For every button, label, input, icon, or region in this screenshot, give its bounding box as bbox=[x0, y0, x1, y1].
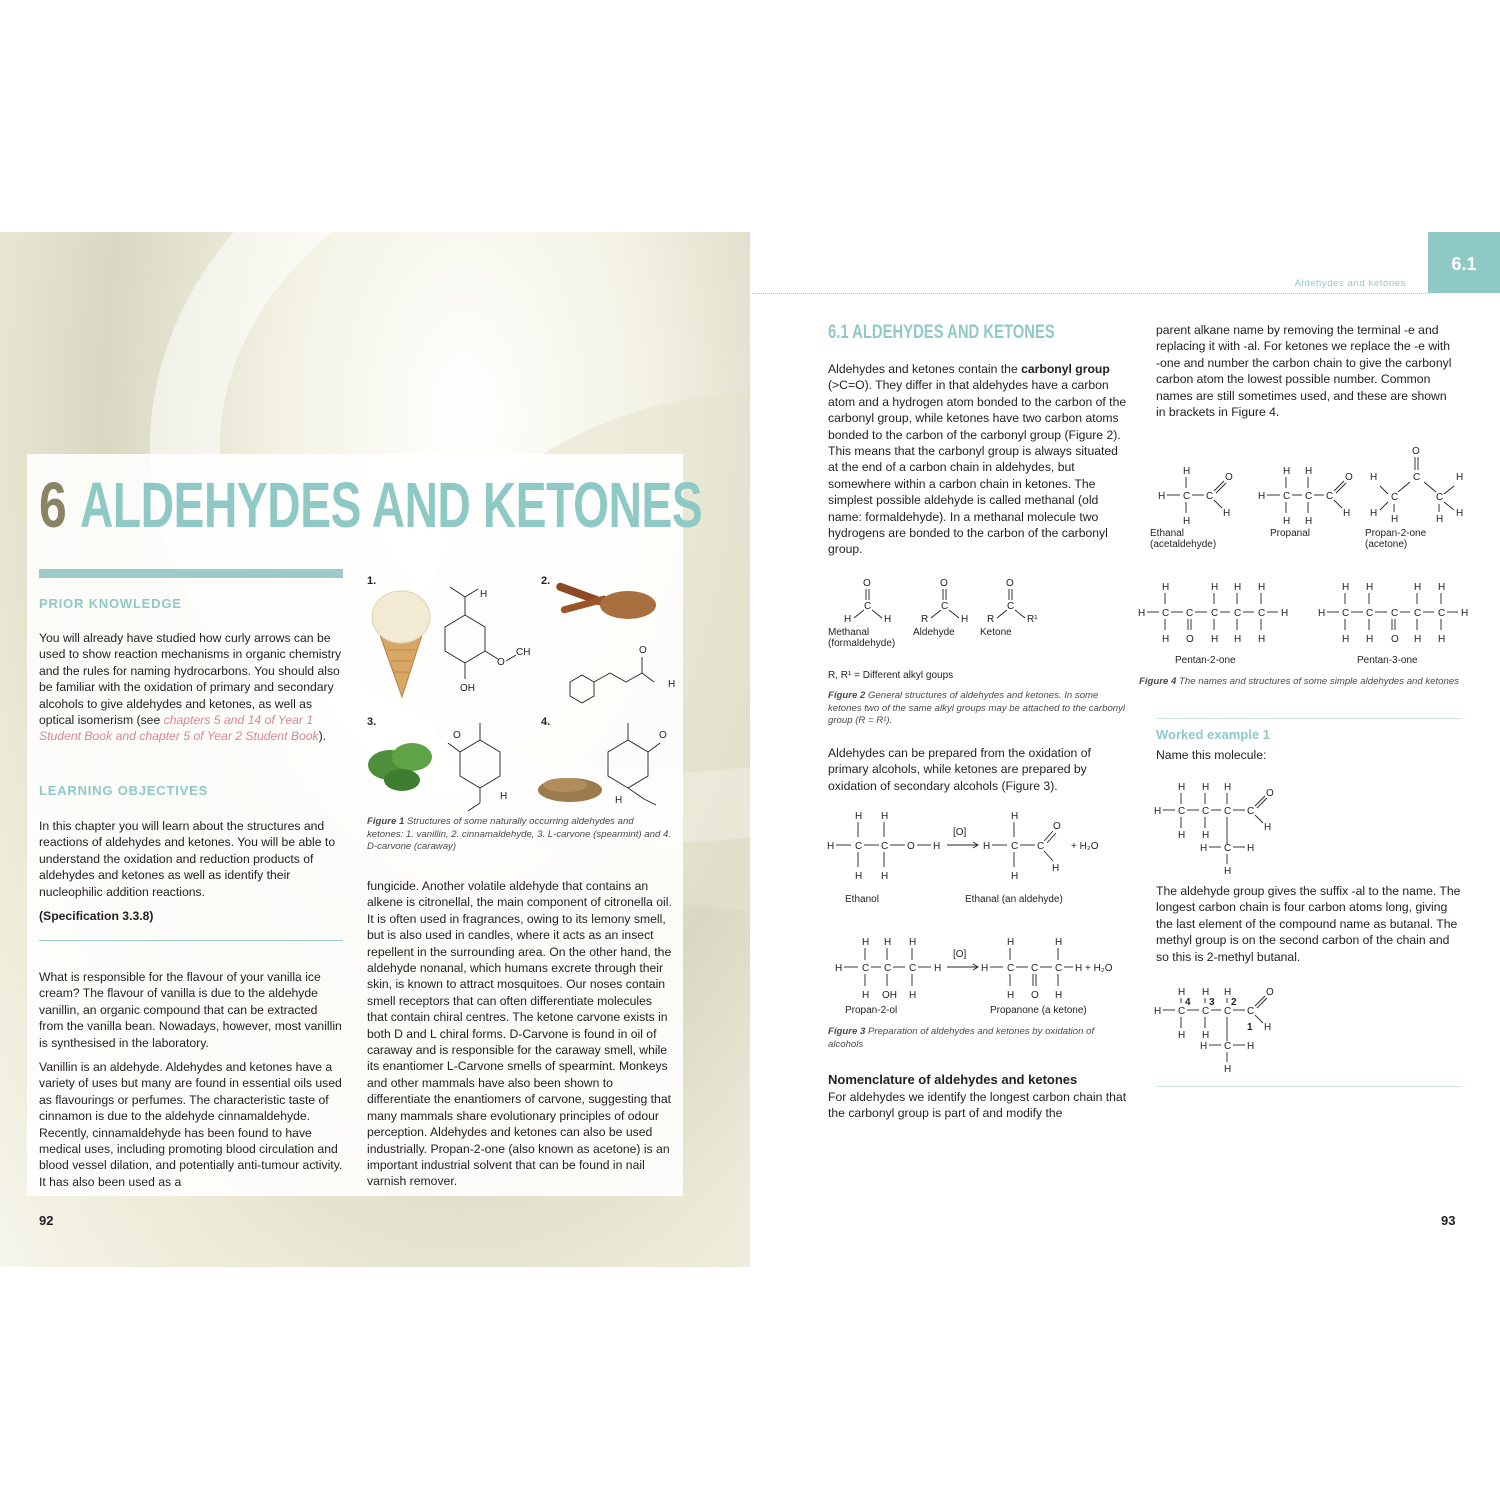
fig4-propanal-label: Propanal bbox=[1270, 528, 1311, 539]
svg-text:H: H bbox=[1461, 608, 1469, 619]
svg-text:H: H bbox=[1224, 782, 1232, 793]
svg-text:H: H bbox=[881, 871, 889, 882]
running-head: Aldehydes and ketones bbox=[1294, 278, 1406, 289]
svg-text:H: H bbox=[1281, 608, 1289, 619]
svg-text:C: C bbox=[1258, 608, 1266, 619]
fig4-propanone-label: Propan-2-one (acetone) bbox=[1365, 528, 1427, 550]
svg-text:H: H bbox=[1318, 608, 1326, 619]
svg-text:H: H bbox=[981, 963, 989, 974]
svg-text:H: H bbox=[862, 990, 870, 1001]
title-rule bbox=[39, 569, 343, 578]
ethanal-label: Ethanal (an aldehyde) bbox=[965, 894, 1063, 905]
svg-text:H: H bbox=[1366, 634, 1374, 645]
svg-text:H: H bbox=[1391, 514, 1399, 525]
svg-text:H: H bbox=[862, 937, 870, 948]
aldehyde-label: Aldehyde bbox=[913, 627, 955, 638]
svg-text:H: H bbox=[855, 871, 863, 882]
svg-text:H: H bbox=[1283, 516, 1291, 527]
worked-example-answer: The aldehyde group gives the suffix -al to the name. The longest carbon chain is four carbon atoms long, giving the last element of the compound name as butanal. The methyl group is on the second carbon of the chain and so this is 2-methyl butanal. bbox=[1156, 884, 1461, 964]
propanone-fig4 bbox=[1370, 446, 1463, 525]
figure-1-caption: Figure 1 Structures of some naturally occurring aldehydes and ketones: 1. vanillin, 2. cinnamaldehyde, 3. L-carvone (spearmint) and 4. D-carvone (caraway) bbox=[367, 816, 671, 853]
svg-text:C: C bbox=[1206, 491, 1214, 502]
svg-text:O: O bbox=[1186, 634, 1194, 645]
svg-text:OH: OH bbox=[882, 990, 897, 1001]
svg-text:H: H bbox=[1158, 491, 1166, 502]
svg-text:C: C bbox=[1037, 841, 1045, 852]
svg-text:O: O bbox=[940, 578, 948, 589]
svg-text:H: H bbox=[1202, 1030, 1210, 1041]
learning-objectives-heading: LEARNING OBJECTIVES bbox=[39, 783, 209, 798]
ethanal-structure bbox=[983, 811, 1099, 882]
svg-text:H: H bbox=[1283, 466, 1291, 477]
svg-text:H: H bbox=[1258, 491, 1266, 502]
l-carvone-structure bbox=[448, 723, 507, 811]
svg-text:H: H bbox=[1305, 466, 1313, 477]
propan-2-ol-structure bbox=[835, 937, 941, 1001]
svg-text:H: H bbox=[1414, 582, 1422, 593]
svg-text:H: H bbox=[1342, 634, 1350, 645]
specification-ref: (Specification 3.3.8) bbox=[39, 909, 154, 923]
svg-text:C: C bbox=[1211, 608, 1219, 619]
svg-text:H: H bbox=[1438, 582, 1446, 593]
svg-text:CH: CH bbox=[516, 647, 531, 658]
chapter-number: 6 bbox=[39, 469, 66, 541]
svg-text:H: H bbox=[1162, 582, 1170, 593]
svg-text:O: O bbox=[1031, 990, 1039, 1001]
svg-text:C: C bbox=[1247, 806, 1255, 817]
nomenclature-text: For aldehydes we identify the longest carbon chain that the carbonyl group is part of and modify the bbox=[828, 1090, 1127, 1121]
intro-paragraph-1: What is responsible for the flavour of your vanilla ice cream? The flavour of vanilla is due to the aldehyde vanillin, an organic compound that can be extracted from the vanilla bean. Nowadays, however, most vanillin is synthesised in the laboratory. bbox=[39, 970, 342, 1050]
svg-text:C: C bbox=[1305, 491, 1313, 502]
svg-text:H: H bbox=[881, 811, 889, 822]
svg-text:C: C bbox=[1391, 492, 1399, 503]
fig1-item-2-number: 2. bbox=[541, 575, 551, 587]
svg-text:H: H bbox=[1224, 987, 1232, 998]
figure-3-caption: Figure 3 Preparation of aldehydes and ketones by oxidation of alcohols bbox=[828, 1026, 1095, 1050]
svg-text:C: C bbox=[1438, 608, 1446, 619]
svg-text:H: H bbox=[1007, 990, 1015, 1001]
propan-2-ol-label: Propan-2-ol bbox=[845, 1005, 898, 1016]
svg-text:H: H bbox=[1343, 508, 1351, 519]
pentan-3-one-fig4 bbox=[1318, 582, 1468, 645]
svg-text:H: H bbox=[1178, 987, 1186, 998]
svg-text:H: H bbox=[855, 811, 863, 822]
svg-text:H: H bbox=[1055, 937, 1063, 948]
fig4-pentan-2-one-label: Pentan-2-one bbox=[1175, 655, 1236, 666]
cinnamon-sticks-image bbox=[555, 582, 656, 619]
svg-text:H: H bbox=[1305, 516, 1313, 527]
worked-example-molecule bbox=[1152, 778, 1292, 878]
svg-text:H: H bbox=[1007, 937, 1015, 948]
propanone-structure bbox=[981, 937, 1113, 1001]
worked-example-question: Name this molecule: bbox=[1156, 748, 1267, 762]
svg-text:H: H bbox=[983, 841, 991, 852]
svg-text:C: C bbox=[1031, 963, 1039, 974]
svg-text:C: C bbox=[1186, 608, 1194, 619]
svg-text:H: H bbox=[1211, 582, 1219, 593]
ice-cream-cone-image bbox=[372, 591, 430, 697]
svg-text:H: H bbox=[835, 963, 843, 974]
svg-text:C: C bbox=[1178, 806, 1186, 817]
svg-text:O: O bbox=[1391, 634, 1399, 645]
svg-text:H: H bbox=[1456, 472, 1464, 483]
svg-text:H: H bbox=[844, 614, 852, 625]
svg-text:C: C bbox=[1413, 472, 1421, 483]
methanal-label: Methanal (formaldehyde) bbox=[828, 627, 896, 649]
svg-text:H: H bbox=[934, 963, 942, 974]
svg-text:H: H bbox=[1011, 811, 1019, 822]
prior-knowledge-text: You will already have studied how curly arrows can be used to show reaction mechanisms in organic chemistry and the rules for naming hydrocarbons. You should also be familiar with the oxidation of primary and secondary alcohols to give aldehydes and ketones, as well as optical isomerism (see chapters 5 and 14 of Year 1 Student Book and chapter 5 of Year 2 Student Book). bbox=[39, 631, 342, 744]
svg-text:O: O bbox=[453, 730, 461, 741]
page-number-right: 93 bbox=[1441, 1213, 1456, 1228]
svg-text:+ H₂O: + H₂O bbox=[1071, 841, 1099, 852]
svg-text:H: H bbox=[1342, 582, 1350, 593]
svg-text:C: C bbox=[1234, 608, 1242, 619]
svg-text:O: O bbox=[659, 730, 667, 741]
page-number-left: 92 bbox=[39, 1213, 54, 1228]
svg-text:4: 4 bbox=[1185, 997, 1191, 1008]
fig4-pentan-3-one-label: Pentan-3-one bbox=[1357, 655, 1418, 666]
svg-text:H: H bbox=[1438, 634, 1446, 645]
learning-objectives-text: In this chapter you will learn about the structures and reactions of aldehydes and ketones. You will be able to understand the oxidation and reduction products of aldehydes and ketones as well as identify their nucleophilic addition reactions. bbox=[39, 819, 336, 899]
svg-text:H: H bbox=[827, 841, 835, 852]
svg-text:H: H bbox=[1224, 1064, 1232, 1075]
pentan-2-one-fig4 bbox=[1138, 582, 1288, 645]
svg-text:C: C bbox=[855, 841, 863, 852]
carbonyl-intro-text: Aldehydes and ketones contain the carbonyl group (>C=O). They differ in that aldehydes have a carbon atom and a hydrogen atom bonded to the carbon of the carbonyl group, while ketones have two carbon atoms bonded to the carbon of the carbonyl group (Figure 2). This means that the carbonyl group is always situated at the end of a carbon chain in aldehydes, but somewhere within a carbon chain in ketones. The simplest possible aldehyde is called methanal (old name: formaldehyde). In a methanal molecule two hydrogens are bonded to the carbon of the carbonyl group. bbox=[828, 362, 1127, 557]
svg-text:H: H bbox=[1200, 843, 1208, 854]
svg-text:H: H bbox=[1183, 466, 1191, 477]
fig1-item-4-number: 4. bbox=[541, 716, 551, 728]
svg-text:O: O bbox=[863, 578, 871, 589]
svg-text:C: C bbox=[1247, 1006, 1255, 1017]
svg-text:H: H bbox=[500, 791, 508, 802]
svg-text:O: O bbox=[1225, 472, 1233, 483]
svg-text:O: O bbox=[1345, 472, 1353, 483]
svg-text:H: H bbox=[1178, 830, 1186, 841]
svg-text:R: R bbox=[921, 614, 929, 625]
svg-text:H: H bbox=[1234, 634, 1242, 645]
intro-paragraph-3: fungicide. Another volatile aldehyde that contains an alkene is citronellal, the main component of citronella oil. It is often used in fragrances, owing to its lemony smell, but is also used in candles, where it acts as an insect repellent in the surrounding area. On the other hand, the aldehyde nonanal, which humans excrete through their skin, is known to attract mosquitoes. Our noses contain smell receptors that can often differentiate molecules that contain chiral centres. The ketone carvone exists in both D and L chiral forms. D-Carvone is found in oil of caraway and is responsible for the caraway smell, while its enantiomer L-Carvone smells of spearmint. Monkeys and other mammals have also been shown to differentiate the enantiomers of carvone, suggesting that many mammals share evolutionary principles of odour perception. Aldehydes and ketones can also be used industrially. Propan-2-one (also known as acetone) is an important industrial solvent that can be found in nail varnish remover. bbox=[367, 879, 672, 1189]
svg-text:H: H bbox=[1414, 634, 1422, 645]
svg-text:C: C bbox=[1414, 608, 1422, 619]
alkyl-groups-note: R, R¹ = Different alkyl goups bbox=[828, 670, 954, 681]
svg-text:C: C bbox=[1283, 491, 1291, 502]
svg-text:H: H bbox=[884, 937, 892, 948]
svg-text:H: H bbox=[1436, 514, 1444, 525]
fig1-item-3-number: 3. bbox=[367, 716, 377, 728]
svg-text:O: O bbox=[907, 841, 915, 852]
svg-text:1: 1 bbox=[1247, 1022, 1253, 1033]
svg-text:C: C bbox=[1007, 963, 1015, 974]
figure-2-caption: Figure 2 General structures of aldehydes and ketones. In some ketones two of the same alkyl groups may be attached to the carbonyl group (R = R¹). bbox=[828, 690, 1126, 727]
svg-text:H: H bbox=[1200, 1041, 1208, 1052]
svg-text:C: C bbox=[1162, 608, 1170, 619]
svg-text:O: O bbox=[497, 657, 505, 668]
svg-text:H: H bbox=[1264, 822, 1272, 833]
svg-text:2: 2 bbox=[1231, 997, 1237, 1008]
nomenclature-heading: Nomenclature of aldehydes and ketones bbox=[828, 1072, 1078, 1087]
svg-text:OH: OH bbox=[460, 683, 475, 694]
svg-text:R: R bbox=[987, 614, 995, 625]
svg-text:C: C bbox=[1436, 492, 1444, 503]
svg-text:H: H bbox=[1052, 863, 1060, 874]
svg-text:C: C bbox=[1178, 1006, 1186, 1017]
svg-text:C: C bbox=[1224, 1041, 1232, 1052]
worked-example-top-rule bbox=[1156, 718, 1461, 719]
naming-rules-text: parent alkane name by removing the terminal -e and replacing it with -al. For ketones we replace the -e with -one and number the carbon chain to give the carbonyl carbon atom the lowest possible number. Common names are still sometimes used, and these are shown in brackets in Figure 4. bbox=[1156, 323, 1452, 420]
svg-text:C: C bbox=[1055, 963, 1063, 974]
svg-text:H: H bbox=[1456, 508, 1464, 519]
svg-text:O: O bbox=[1266, 987, 1274, 998]
svg-text:H: H bbox=[668, 679, 676, 690]
section-divider bbox=[39, 940, 343, 941]
svg-text:[O]: [O] bbox=[953, 949, 967, 960]
ketone-label: Ketone bbox=[980, 627, 1012, 638]
svg-text:C: C bbox=[909, 963, 917, 974]
svg-text:H: H bbox=[1370, 472, 1378, 483]
chapter-reference-link[interactable]: chapters 5 and 14 of Year 1 Student Book and chapter 5 of Year 2 Student Book bbox=[39, 713, 319, 744]
svg-text:H: H bbox=[1202, 782, 1210, 793]
worked-example-heading: Worked example 1 bbox=[1156, 727, 1270, 742]
worked-example-numbered-molecule bbox=[1152, 983, 1292, 1083]
svg-text:H: H bbox=[1224, 866, 1232, 877]
svg-text:O: O bbox=[1266, 788, 1274, 799]
svg-text:H: H bbox=[1247, 843, 1255, 854]
preparation-text: Aldehydes can be prepared from the oxidation of primary alcohols, while ketones are prepared by oxidation of secondary alcohols (Figure 3). bbox=[828, 746, 1091, 793]
svg-text:H: H bbox=[933, 841, 941, 852]
svg-text:H: H bbox=[1183, 516, 1191, 527]
svg-text:C: C bbox=[1391, 608, 1399, 619]
svg-text:C: C bbox=[884, 963, 892, 974]
svg-text:H: H bbox=[1202, 830, 1210, 841]
svg-text:C: C bbox=[1202, 806, 1210, 817]
svg-text:H: H bbox=[1258, 582, 1266, 593]
prior-knowledge-heading: PRIOR KNOWLEDGE bbox=[39, 596, 182, 611]
svg-text:H: H bbox=[1234, 582, 1242, 593]
svg-text:C: C bbox=[1011, 841, 1019, 852]
svg-text:C: C bbox=[1326, 491, 1334, 502]
svg-text:C: C bbox=[862, 963, 870, 974]
svg-text:C: C bbox=[1224, 843, 1232, 854]
svg-text:C: C bbox=[864, 601, 872, 612]
svg-text:C: C bbox=[1224, 806, 1232, 817]
d-carvone-structure bbox=[608, 723, 667, 806]
svg-text:C: C bbox=[1224, 1006, 1232, 1017]
fig4-ethanal-label: Ethanal (acetaldehyde) bbox=[1150, 528, 1217, 550]
svg-text:O: O bbox=[1006, 578, 1014, 589]
svg-text:H: H bbox=[909, 937, 917, 948]
section-tab bbox=[1428, 232, 1500, 293]
mint-leaves-image bbox=[368, 743, 432, 791]
svg-text:H: H bbox=[1264, 1022, 1272, 1033]
ethanol-structure bbox=[827, 811, 940, 882]
svg-text:3: 3 bbox=[1209, 997, 1215, 1008]
svg-text:O: O bbox=[639, 645, 647, 656]
svg-text:H: H bbox=[884, 614, 892, 625]
worked-example-bottom-rule bbox=[1156, 1086, 1461, 1087]
chapter-title: ALDEHYDES AND KETONES bbox=[80, 469, 703, 541]
svg-text:H: H bbox=[615, 795, 623, 806]
svg-text:H: H bbox=[1154, 1006, 1162, 1017]
svg-text:H: H bbox=[1223, 508, 1231, 519]
aldehyde-structure bbox=[921, 578, 968, 625]
svg-text:H: H bbox=[1202, 987, 1210, 998]
svg-text:H: H bbox=[1138, 608, 1146, 619]
svg-text:H: H bbox=[1247, 1041, 1255, 1052]
svg-text:H: H bbox=[1055, 990, 1063, 1001]
svg-text:C: C bbox=[881, 841, 889, 852]
cinnamaldehyde-structure bbox=[570, 645, 675, 703]
figure-4-caption: Figure 4 The names and structures of some simple aldehydes and ketones bbox=[1139, 676, 1459, 687]
section-tab-label: 6.1 bbox=[1451, 254, 1477, 274]
caraway-seeds-image bbox=[538, 778, 602, 802]
svg-text:H: H bbox=[1162, 634, 1170, 645]
svg-text:H: H bbox=[1011, 871, 1019, 882]
svg-text:H: H bbox=[1258, 634, 1266, 645]
svg-text:H: H bbox=[1178, 782, 1186, 793]
ethanol-label: Ethanol bbox=[845, 894, 879, 905]
svg-text:H: H bbox=[480, 589, 488, 600]
methanal-structure bbox=[844, 578, 891, 625]
svg-text:H: H bbox=[961, 614, 969, 625]
header-dotted-rule bbox=[752, 293, 1428, 294]
figure-2-structures bbox=[828, 572, 1088, 632]
svg-text:C: C bbox=[1366, 608, 1374, 619]
propanone-label: Propanone (a ketone) bbox=[990, 1005, 1087, 1016]
vanillin-structure bbox=[445, 587, 530, 694]
svg-text:C: C bbox=[1342, 608, 1350, 619]
svg-text:R¹: R¹ bbox=[1027, 614, 1038, 625]
svg-text:H: H bbox=[1370, 508, 1378, 519]
svg-text:H: H bbox=[1178, 1030, 1186, 1041]
intro-paragraph-2: Vanillin is an aldehyde. Aldehydes and ketones have a variety of uses but many are found in essential oils used as flavourings or perfumes. The characteristic taste of cinnamon is due to the aldehyde cinnamaldehyde. Recently, cinnamaldehyde has been found to have medical uses, including promoting blood circulation and blood vessel dilation, and potentially anti-tumour activity. It has also been used as a bbox=[39, 1060, 343, 1189]
svg-text:[O]: [O] bbox=[953, 827, 967, 838]
svg-text:C: C bbox=[1183, 491, 1191, 502]
figure-1-artwork bbox=[360, 575, 680, 815]
svg-text:C: C bbox=[1202, 1006, 1210, 1017]
svg-text:C: C bbox=[941, 601, 949, 612]
ethanal-fig4 bbox=[1158, 466, 1233, 527]
svg-text:O: O bbox=[1053, 821, 1061, 832]
propanal-fig4 bbox=[1258, 466, 1353, 527]
svg-text:H: H bbox=[1366, 582, 1374, 593]
section-heading: 6.1 ALDEHYDES AND KETONES bbox=[828, 322, 1055, 343]
svg-text:C: C bbox=[1007, 601, 1015, 612]
svg-text:H: H bbox=[1211, 634, 1219, 645]
svg-text:H: H bbox=[909, 990, 917, 1001]
svg-text:H + H₂O: H + H₂O bbox=[1075, 963, 1113, 974]
figure-3-reactions bbox=[825, 805, 1115, 1020]
ketone-structure bbox=[987, 578, 1038, 625]
svg-text:H: H bbox=[1154, 806, 1162, 817]
fig1-item-1-number: 1. bbox=[367, 575, 377, 587]
svg-text:O: O bbox=[1412, 446, 1420, 457]
